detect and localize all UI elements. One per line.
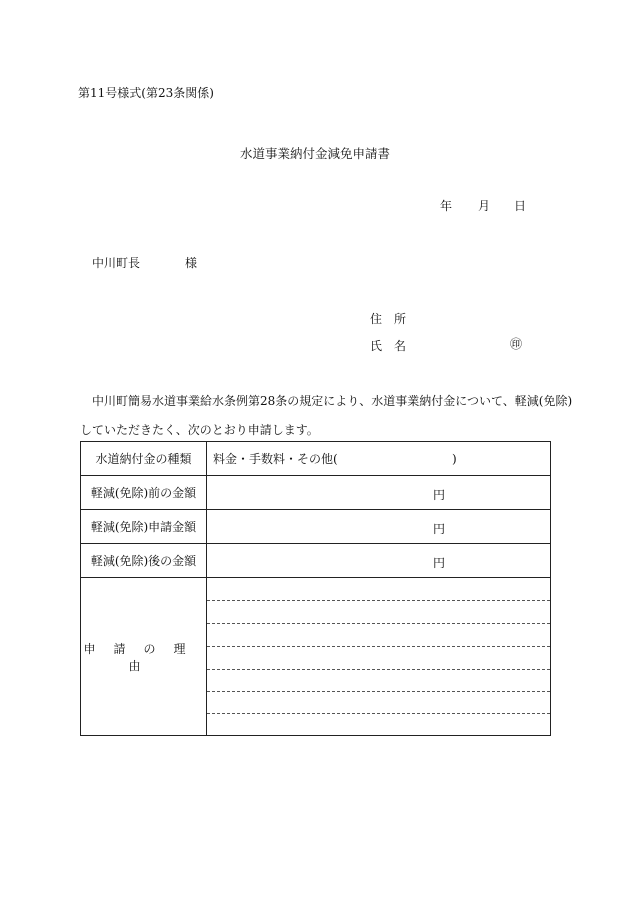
amount-before-field[interactable]	[207, 476, 551, 510]
reason-lines	[207, 578, 550, 735]
requested-amount-label: 軽減(免除)申請金額	[81, 510, 207, 544]
date-month-label: 月	[478, 199, 491, 213]
body-text-line-2: していただきたく、次のとおり申請します。	[80, 423, 319, 437]
address-label: 住所	[370, 312, 419, 326]
application-table	[80, 441, 551, 736]
yen-unit: 円	[433, 556, 446, 570]
payment-type-options: 料金・手数料・その他(	[213, 452, 338, 466]
table-row	[81, 476, 551, 510]
table-row	[81, 442, 551, 476]
date-year-label: 年	[440, 199, 453, 213]
reason-field[interactable]	[207, 578, 551, 736]
amount-before-label: 軽減(免除)前の金額	[81, 476, 207, 510]
table-row	[81, 544, 551, 578]
seal-mark: ㊞	[510, 337, 523, 351]
payment-type-label: 水道納付金の種類	[81, 442, 207, 476]
reason-line	[207, 669, 550, 670]
yen-unit: 円	[433, 522, 446, 536]
form-number: 第11号様式(第23条関係)	[78, 86, 214, 100]
table-row	[81, 578, 551, 736]
addressee-name: 中川町長	[92, 256, 141, 270]
date-day-label: 日	[514, 199, 527, 213]
reason-line	[207, 691, 550, 692]
reason-line	[207, 600, 550, 601]
reason-line	[207, 713, 550, 714]
reason-label: 申請の理由	[81, 578, 207, 736]
payment-type-close-paren: )	[452, 452, 457, 466]
name-label: 氏名	[370, 339, 419, 353]
amount-after-field[interactable]	[207, 544, 551, 578]
reason-line	[207, 623, 550, 624]
body-text-line-1: 中川町簡易水道事業給水条例第28条の規定により、水道事業納付金について、軽減(免除)	[92, 394, 573, 408]
reason-line	[207, 646, 550, 647]
addressee-suffix: 様	[185, 256, 198, 270]
document-title: 水道事業納付金減免申請書	[239, 146, 390, 161]
amount-after-label: 軽減(免除)後の金額	[81, 544, 207, 578]
payment-type-field[interactable]	[207, 442, 551, 476]
table-row	[81, 510, 551, 544]
requested-amount-field[interactable]	[207, 510, 551, 544]
yen-unit: 円	[433, 488, 446, 502]
